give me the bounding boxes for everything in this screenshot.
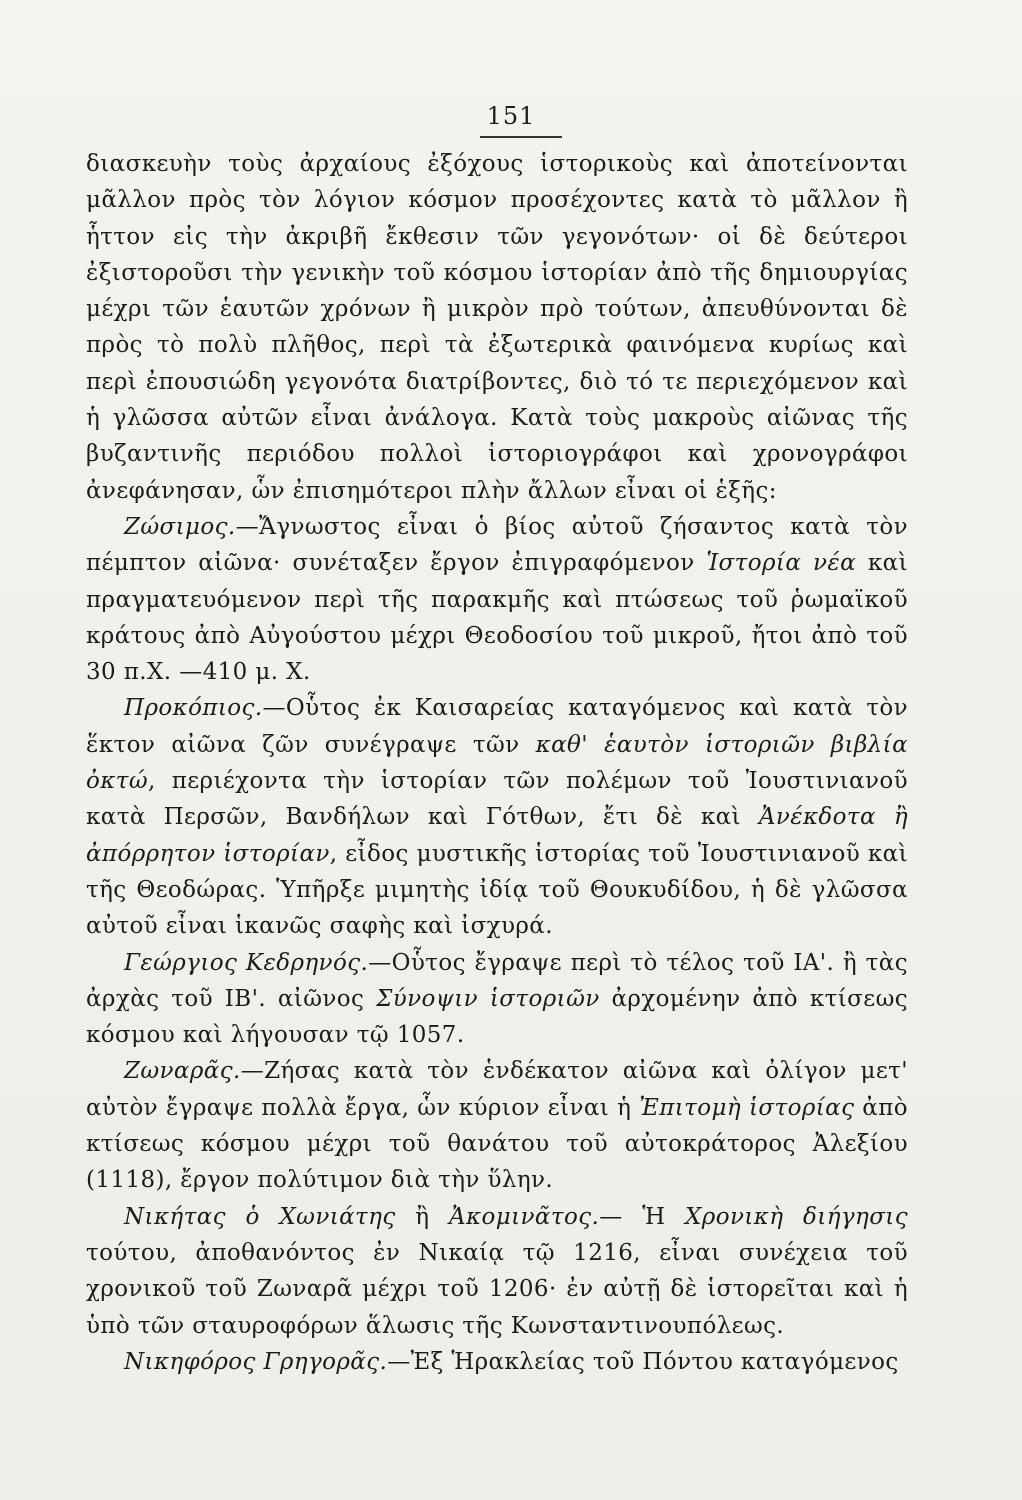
text-segment: —Οὗτος ἐκ Καισαρείας καταγόμενος καὶ κατὰ τὸν ἕκτον αἰῶνα ζῶν συνέγραψε τῶν (86, 695, 908, 758)
paragraph-intro (86, 146, 908, 509)
page-number: 151 (486, 102, 536, 130)
author-name: Γεώργιος Κεδρηνός. (124, 949, 369, 976)
author-name: Νικηφόρος Γρηγορᾶς. (124, 1348, 388, 1375)
text-segment: —Ζήσας κατὰ τὸν ἑνδέκατον αἰῶνα καὶ ὀλίγον μετ' αὐτὸν ἔγραψε πολλὰ ἔργα, ὧν κύριον εἶναι ἡ (86, 1058, 908, 1121)
text-segment: ἀρχομένην ἀπὸ κτίσεως κόσμου καὶ λήγουσαν τῷ 1057. (86, 985, 909, 1049)
text-segment: — Ἡ (599, 1203, 686, 1230)
work-title: Ἱστορία νέα (706, 550, 857, 577)
text-segment: ἢ (395, 1203, 450, 1230)
text-segment: διασκευὴν τοὺς ἀρχαίους ἐξόχους ἱστορικοὺς καὶ ἀποτείνονται μᾶλλον πρὸς τὸν λόγιον κόσμον προσέχοντες κατὰ τὸ μᾶλλον ἢ ἧττον εἰς τὴν ἀκριβῆ ἔκθεσιν τῶν γεγονότων· οἱ δὲ δεύτεροι ἐξιστοροῦσι τὴν γενικὴν τοῦ κόσμου ἱστορίαν ἀπὸ τῆς δημιουργίας μέχρι τῶν ἑαυτῶν χρόνων ἢ μικρὸν πρὸ τούτων, ἀπευθύνονται δὲ πρὸς τὸ πολὺ πλῆθος, περὶ τὰ ἐξωτερικὰ φαινόμενα κυρίως καὶ περὶ ἐπουσιώδη γεγονότα διατρίβοντες, διὸ τό τε περιεχόμενον καὶ ἡ γλῶσσα αὐτῶν εἶναι ἀνάλογα. Κατὰ τοὺς μακροὺς αἰῶνας τῆς βυζαντινῆς περιόδου πολλοὶ ἱστοριογράφοι καὶ χρονογράφοι ἀνεφάνησαν, ὧν ἐπισημότεροι πλὴν ἄλλων εἶναι οἱ ἑξῆς: (86, 151, 908, 504)
work-title: Ἐπιτομὴ ἱστορίας (639, 1094, 855, 1121)
author-name: Προκόπιος. (124, 695, 263, 722)
author-name: Ζώσιμος. (124, 513, 236, 540)
entry-choniates (86, 1199, 908, 1344)
header-rule (480, 136, 562, 138)
text-segment: —Ἐξ Ἡρακλείας τοῦ Πόντου καταγόμενος (387, 1348, 899, 1375)
text-segment: καὶ πραγματευόμενον περὶ τῆς παρακμῆς καὶ πτώσεως τοῦ ῥωμαϊκοῦ κράτους ἀπὸ Αὐγούστου μέχρι Θεοδοσίου τοῦ μικροῦ, ἤτοι ἀπὸ τοῦ 30 π.Χ. —410 μ. Χ. (86, 550, 908, 686)
entry-gregoras (86, 1344, 908, 1380)
entry-zonaras (86, 1053, 908, 1198)
body-text (86, 146, 908, 1380)
text-segment: —Οὗτος ἔγραψε περὶ τὸ τέλος τοῦ ΙΑ'. ἢ τὰς ἀρχὰς τοῦ ΙΒ'. αἰῶνος (86, 949, 908, 1012)
text-segment: —Ἄγνωστος εἶναι ὁ βίος αὐτοῦ ζήσαντος κατὰ τὸν πέμπτον αἰῶνα· συνέταξεν ἔργον ἐπιγραφόμενον (86, 513, 908, 577)
text-segment: τούτου, ἀποθανόντος ἐν Νικαίᾳ τῷ 1216, εἶναι συνέχεια τοῦ χρονικοῦ τοῦ Ζωναρᾶ μέχρι τοῦ 1206· ἐν αὐτῇ δὲ ἱστορεῖται καὶ ἡ ὑπὸ τῶν σταυροφόρων ἅλωσις τῆς Κωνσταντινουπόλεως. (86, 1239, 908, 1339)
text-segment: ἀπὸ κτίσεως κόσμου μέχρι τοῦ θανάτου τοῦ αὐτοκράτορος Ἀλεξίου (1118), ἔργον πολύτιμον διὰ τὴν ὕλην. (86, 1094, 908, 1194)
entry-kedrenos (86, 945, 908, 1054)
work-title: Χρονικὴ διήγησις (685, 1203, 909, 1230)
author-name: Νικήτας ὁ Χωνιάτης (124, 1203, 396, 1230)
text-segment: , περιέχοντα τὴν ἱστορίαν τῶν πολέμων τοῦ Ἰουστινιανοῦ κατὰ Περσῶν, Βανδήλων καὶ Γότθων, ἔτι δὲ καὶ (86, 768, 908, 831)
entry-procopius (86, 690, 908, 944)
work-title: καθ' ἑαυτὸν ἱστοριῶν βιβλία ὀκτώ (86, 731, 908, 795)
work-title: Σύνοψιν ἱστοριῶν (376, 985, 600, 1012)
work-title: Ἀνέκδοτα ἢ ἀπόρρητον ἱστορίαν (86, 804, 908, 867)
author-name: Ζωναρᾶς. (124, 1058, 241, 1085)
entry-zosimos (86, 509, 908, 690)
text-segment: , εἶδος μυστικῆς ἱστορίας τοῦ Ἰουστινιανοῦ καὶ τῆς Θεοδώρας. Ὑπῆρξε μιμητὴς ἰδίᾳ τοῦ Θουκυδίδου, ἡ δὲ γλῶσσα αὐτοῦ εἶναι ἱκανῶς σαφὴς καὶ ἰσχυρά. (86, 840, 908, 940)
author-name: Ἀκομινᾶτος. (449, 1203, 600, 1230)
